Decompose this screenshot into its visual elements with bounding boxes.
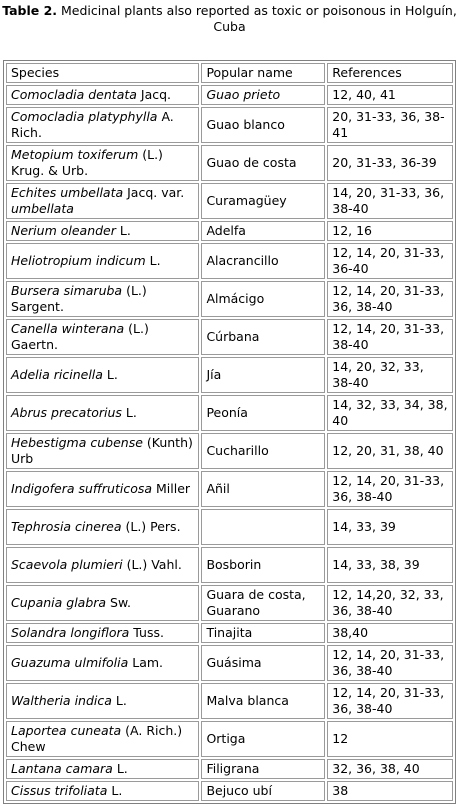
species-name: Echites umbellata	[11, 185, 124, 200]
species-author: L.	[115, 223, 131, 238]
species-cell	[6, 319, 199, 355]
table-row	[6, 319, 453, 355]
references-cell: 12, 14, 20, 31-33, 38-40	[327, 319, 453, 355]
species-name: Laportea cuneata	[11, 723, 122, 738]
table-row	[6, 145, 453, 181]
popular-name-cell: Alacrancillo	[201, 243, 325, 279]
species-name: Comocladia platyphylla	[11, 109, 158, 124]
table-row	[6, 357, 453, 393]
species-cell	[6, 357, 199, 393]
table-row	[6, 759, 453, 779]
species-cell	[6, 781, 199, 801]
references-cell: 14, 33, 38, 39	[327, 547, 453, 583]
table-row	[6, 85, 453, 105]
popular-name-cell: Adelfa	[201, 221, 325, 241]
species-cell	[6, 433, 199, 469]
species-author: (A. Rich.) Chew	[11, 723, 183, 754]
table-row	[6, 721, 453, 757]
species-cell	[6, 509, 199, 545]
table-row	[6, 623, 453, 643]
species-cell	[6, 623, 199, 643]
species-cell	[6, 395, 199, 431]
species-author: L.	[121, 405, 137, 420]
plants-table-body	[6, 63, 453, 801]
references-cell: 12, 14, 20, 31-33, 36-40	[327, 243, 453, 279]
references-cell: 12, 14, 20, 31-33, 36, 38-40	[327, 471, 453, 507]
species-name: Hebestigma cubense	[11, 435, 143, 450]
references-cell: 38,40	[327, 623, 453, 643]
species-name: Waltheria indica	[11, 693, 112, 708]
species-cell	[6, 281, 199, 317]
popular-name-cell: Añil	[201, 471, 325, 507]
popular-name-cell: Guao prieto	[201, 85, 325, 105]
popular-name-cell: Guao blanco	[201, 107, 325, 143]
table-row	[6, 107, 453, 143]
header-species: Species	[6, 63, 199, 83]
species-name: Tephrosia cinerea	[11, 519, 122, 534]
table-caption-text: Medicinal plants also reported as toxic or poisonous in Holguín, Cuba	[57, 3, 457, 34]
species-author: Tuss.	[129, 625, 164, 640]
references-cell: 12, 14, 20, 31-33, 36, 38-40	[327, 281, 453, 317]
species-cell	[6, 107, 199, 143]
species-author: (L.) Vahl.	[122, 557, 182, 572]
species-cell	[6, 721, 199, 757]
species-variety: umbellata	[11, 201, 74, 216]
species-author: (L.) Krug. & Urb.	[11, 147, 163, 178]
popular-name-cell: Almácigo	[201, 281, 325, 317]
popular-name-cell	[201, 509, 325, 545]
species-author: (Kunth) Urb	[11, 435, 193, 466]
species-author: L.	[107, 783, 123, 798]
species-cell	[6, 547, 199, 583]
table-row	[6, 471, 453, 507]
species-name: Indigofera suffruticosa	[11, 481, 153, 496]
popular-name-cell: Curamagüey	[201, 183, 325, 219]
popular-name-cell: Cucharillo	[201, 433, 325, 469]
species-name: Cissus trifoliata	[11, 783, 108, 798]
species-cell	[6, 645, 199, 681]
popular-name-cell: Cúrbana	[201, 319, 325, 355]
references-cell: 14, 20, 32, 33, 38-40	[327, 357, 453, 393]
species-name: Heliotropium indicum	[11, 253, 146, 268]
popular-name-cell: Malva blanca	[201, 683, 325, 719]
references-cell: 12, 40, 41	[327, 85, 453, 105]
popular-name-cell: Guao de costa	[201, 145, 325, 181]
table-caption	[0, 3, 459, 57]
references-cell: 14, 33, 39	[327, 509, 453, 545]
species-name: Adelia ricinella	[11, 367, 103, 382]
popular-name-cell: Bosborin	[201, 547, 325, 583]
species-cell	[6, 471, 199, 507]
table-header-row	[6, 63, 453, 83]
species-name: Bursera simaruba	[11, 283, 123, 298]
species-author: L.	[112, 761, 128, 776]
popular-name-cell: Bejuco ubí	[201, 781, 325, 801]
species-author: Sw.	[106, 595, 132, 610]
table-row	[6, 433, 453, 469]
species-name: Guazuma ulmifolia	[11, 655, 129, 670]
table-row	[6, 243, 453, 279]
species-author: (L.) Gaertn.	[11, 321, 149, 352]
references-cell: 32, 36, 38, 40	[327, 759, 453, 779]
species-author: Lam.	[128, 655, 164, 670]
species-name: Scaevola plumieri	[11, 557, 123, 572]
references-cell: 12, 20, 31, 38, 40	[327, 433, 453, 469]
species-name: Nerium oleander	[11, 223, 116, 238]
species-name: Abrus precatorius	[11, 405, 122, 420]
species-cell	[6, 683, 199, 719]
table-row	[6, 395, 453, 431]
table-row	[6, 585, 453, 621]
species-name: Lantana camara	[11, 761, 113, 776]
species-author: Miller	[152, 481, 191, 496]
popular-name-cell: Filigrana	[201, 759, 325, 779]
table-row	[6, 509, 453, 545]
table-row	[6, 645, 453, 681]
header-popular-name: Popular name	[201, 63, 325, 83]
species-author: L.	[102, 367, 118, 382]
species-author: Jacq. var.	[123, 185, 185, 200]
species-author: (L.) Pers.	[121, 519, 181, 534]
table-row	[6, 547, 453, 583]
species-name: Solandra longiflora	[11, 625, 130, 640]
table-row	[6, 683, 453, 719]
references-cell: 12	[327, 721, 453, 757]
species-name: Canella winterana	[11, 321, 125, 336]
species-cell	[6, 243, 199, 279]
references-cell: 14, 20, 31-33, 36, 38-40	[327, 183, 453, 219]
species-author: L.	[111, 693, 127, 708]
species-cell	[6, 585, 199, 621]
species-author: Jacq.	[136, 87, 172, 102]
popular-name-cell: Jía	[201, 357, 325, 393]
species-author: L.	[145, 253, 161, 268]
references-cell: 14, 32, 33, 34, 38, 40	[327, 395, 453, 431]
species-name: Cupania glabra	[11, 595, 107, 610]
plants-table	[3, 60, 456, 804]
species-cell	[6, 759, 199, 779]
references-cell: 12, 14, 20, 31-33, 36, 38-40	[327, 645, 453, 681]
table-row	[6, 781, 453, 801]
species-cell	[6, 145, 199, 181]
popular-name-cell: Guásima	[201, 645, 325, 681]
species-author: (L.) Sargent.	[11, 283, 147, 314]
species-name: Metopium toxiferum	[11, 147, 139, 162]
species-author: A. Rich.	[11, 109, 174, 140]
references-cell: 20, 31-33, 36-39	[327, 145, 453, 181]
references-cell: 12, 14, 20, 31-33, 36, 38-40	[327, 683, 453, 719]
header-references: References	[327, 63, 453, 83]
popular-name-cell: Ortiga	[201, 721, 325, 757]
species-cell	[6, 183, 199, 219]
species-cell	[6, 85, 199, 105]
table-row	[6, 183, 453, 219]
table-caption-label: Table 2.	[2, 3, 58, 18]
table-row	[6, 221, 453, 241]
species-cell	[6, 221, 199, 241]
popular-name-cell: Peonía	[201, 395, 325, 431]
references-cell: 12, 16	[327, 221, 453, 241]
species-name: Comocladia dentata	[11, 87, 137, 102]
table-row	[6, 281, 453, 317]
references-cell: 20, 31-33, 36, 38-41	[327, 107, 453, 143]
popular-name-cell: Guara de costa, Guarano	[201, 585, 325, 621]
references-cell: 12, 14,20, 32, 33, 36, 38-40	[327, 585, 453, 621]
popular-name-cell: Tinajita	[201, 623, 325, 643]
references-cell: 38	[327, 781, 453, 801]
